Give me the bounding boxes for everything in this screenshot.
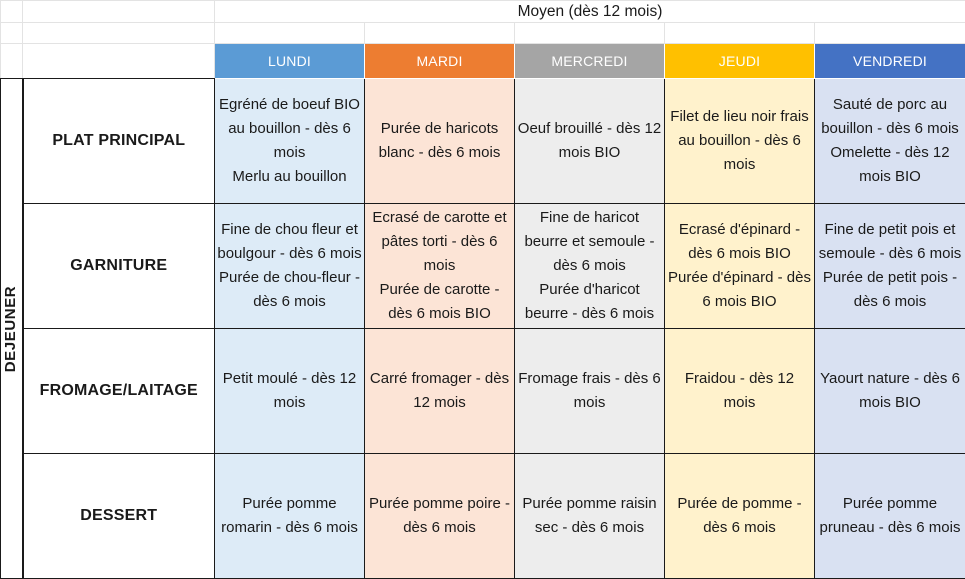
menu-cell-vendredi <box>815 329 965 454</box>
menu-row <box>1 329 965 454</box>
menu-item-text: Ecrasé de carotte et pâtes torti - dès 6 mois Purée de carotte - dès 6 mois BIO <box>367 206 512 326</box>
menu-title: Moyen (dès 12 mois) <box>215 1 965 23</box>
menu-row <box>1 454 965 579</box>
menu-cell-lundi <box>215 79 365 204</box>
menu-cell-vendredi <box>815 204 965 329</box>
menu-item-text: Purée pomme pruneau - dès 6 mois <box>817 492 963 540</box>
row-label-dessert: DESSERT <box>23 454 215 579</box>
day-header-mardi: MARDI <box>365 44 515 79</box>
menu-cell-mercredi <box>515 79 665 204</box>
menu-cell-mardi <box>365 329 515 454</box>
spreadsheet-cell[interactable] <box>23 1 215 23</box>
spreadsheet-cell[interactable] <box>23 44 215 79</box>
spreadsheet-cell[interactable] <box>515 23 665 44</box>
menu-item-text: Yaourt nature - dès 6 mois BIO <box>817 367 963 415</box>
menu-item-text: Sauté de porc au bouillon - dès 6 mois Omelette - dès 12 mois BIO <box>817 93 963 189</box>
spreadsheet-cell[interactable] <box>665 23 815 44</box>
menu-cell-vendredi <box>815 79 965 204</box>
menu-cell-lundi <box>215 454 365 579</box>
menu-cell-jeudi <box>665 454 815 579</box>
menu-item-text: Purée pomme poire - dès 6 mois <box>367 492 512 540</box>
menu-cell-mercredi <box>515 204 665 329</box>
menu-cell-lundi <box>215 204 365 329</box>
menu-row <box>1 204 965 329</box>
day-header-vendredi: VENDREDI <box>815 44 965 79</box>
menu-row <box>1 79 965 204</box>
menu-cell-mercredi <box>515 454 665 579</box>
section-label <box>1 79 23 579</box>
menu-cell-vendredi <box>815 454 965 579</box>
menu-item-text: Filet de lieu noir frais au bouillon - dès 6 mois <box>667 105 812 177</box>
menu-cell-jeudi <box>665 329 815 454</box>
menu-item-text: Purée de pomme - dès 6 mois <box>667 492 812 540</box>
menu-item-text: Petit moulé - dès 12 mois <box>217 367 362 415</box>
section-label-text: DEJEUNER <box>1 285 23 372</box>
menu-item-text: Egréné de boeuf BIO au bouillon - dès 6 mois Merlu au bouillon <box>217 93 362 189</box>
menu-cell-jeudi <box>665 204 815 329</box>
menu-cell-jeudi <box>665 79 815 204</box>
menu-cell-lundi <box>215 329 365 454</box>
menu-cell-mardi <box>365 79 515 204</box>
row-label-garniture: GARNITURE <box>23 204 215 329</box>
row-label-plat-principal: PLAT PRINCIPAL <box>23 79 215 204</box>
spreadsheet-cell[interactable] <box>1 23 23 44</box>
menu-item-text: Carré fromager - dès 12 mois <box>367 367 512 415</box>
spreadsheet-cell[interactable] <box>815 23 965 44</box>
menu-item-text: Purée de haricots blanc - dès 6 mois <box>367 117 512 165</box>
menu-item-text: Purée pomme raisin sec - dès 6 mois <box>517 492 662 540</box>
menu-item-text: Fine de petit pois et semoule - dès 6 mois Purée de petit pois - dès 6 mois <box>817 218 963 314</box>
menu-item-text: Fine de haricot beurre et semoule - dès 6 mois Purée d'haricot beurre - dès 6 mois <box>517 206 662 326</box>
menu-cell-mercredi <box>515 329 665 454</box>
day-header-lundi: LUNDI <box>215 44 365 79</box>
menu-item-text: Fromage frais - dès 6 mois <box>517 367 662 415</box>
menu-item-text: Fine de chou fleur et boulgour - dès 6 mois Purée de chou-fleur - dès 6 mois <box>217 218 362 314</box>
day-header-jeudi: JEUDI <box>665 44 815 79</box>
spreadsheet-cell[interactable] <box>365 23 515 44</box>
spreadsheet-cell[interactable] <box>1 44 23 79</box>
menu-item-text: Ecrasé d'épinard - dès 6 mois BIO Purée d'épinard - dès 6 mois BIO <box>667 218 812 314</box>
spreadsheet-cell[interactable] <box>215 23 365 44</box>
menu-item-text: Oeuf brouillé - dès 12 mois BIO <box>517 117 662 165</box>
spreadsheet-cell[interactable] <box>1 1 23 23</box>
menu-cell-mardi <box>365 204 515 329</box>
spreadsheet-cell[interactable] <box>23 23 215 44</box>
menu-item-text: Purée pomme romarin - dès 6 mois <box>217 492 362 540</box>
menu-cell-mardi <box>365 454 515 579</box>
day-header-mercredi: MERCREDI <box>515 44 665 79</box>
menu-item-text: Fraidou - dès 12 mois <box>667 367 812 415</box>
row-label-fromage-laitage: FROMAGE/LAITAGE <box>23 329 215 454</box>
